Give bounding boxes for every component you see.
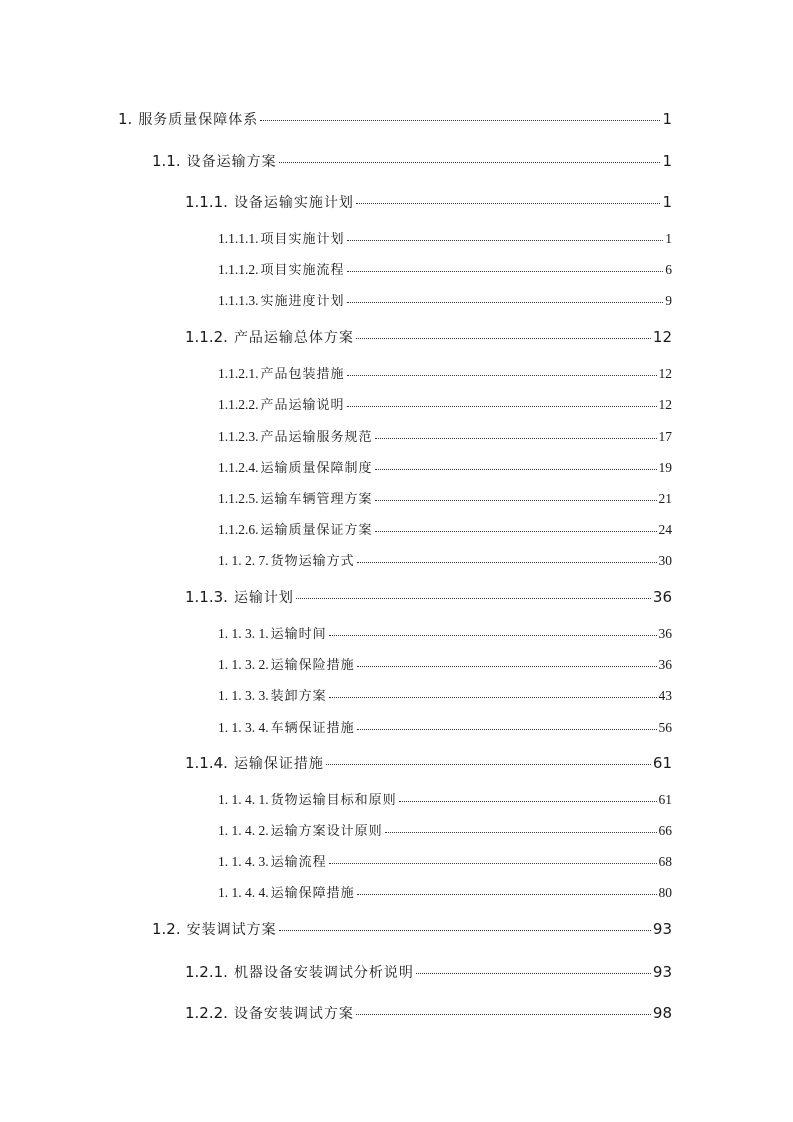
- toc-entry-title: 安装调试方案: [186, 922, 277, 938]
- toc-entry-number: 1.1.2.: [185, 328, 228, 346]
- toc-entry-page: 24: [658, 522, 672, 537]
- toc-leader-dots: [356, 188, 661, 204]
- toc-entry-page: 1: [662, 152, 672, 170]
- toc-entry[interactable]: [218, 851, 672, 870]
- toc-entry-number: 1. 1. 2. 7.: [218, 553, 269, 568]
- toc-entry-title: 运输保险措施: [270, 658, 355, 673]
- toc-entry-page: 80: [658, 885, 672, 900]
- toc-entry-page: 93: [652, 963, 672, 981]
- toc-entry[interactable]: [218, 228, 672, 247]
- toc-leader-dots: [347, 257, 664, 272]
- toc-leader-dots: [399, 787, 657, 802]
- toc-entry-page: 43: [658, 688, 672, 703]
- toc-entry-title: 运输计划: [233, 590, 294, 606]
- toc-entry[interactable]: [185, 191, 672, 212]
- toc-entry-number: 1.1.: [152, 152, 181, 170]
- toc-leader-dots: [329, 683, 657, 698]
- toc-entry-title: 实施进度计划: [260, 294, 345, 309]
- toc-entry-number: 1.1.2.2.: [218, 397, 259, 412]
- toc-entry-title: 项目实施计划: [260, 232, 345, 247]
- toc-entry[interactable]: [218, 290, 672, 309]
- toc-entry-title: 项目实施流程: [260, 263, 345, 278]
- toc-entry[interactable]: [118, 108, 672, 129]
- toc-leader-dots: [357, 548, 657, 563]
- toc-entry-page: 36: [658, 626, 672, 641]
- toc-entry[interactable]: [185, 1002, 672, 1023]
- toc-entry[interactable]: [218, 882, 672, 901]
- toc-entry[interactable]: [218, 519, 672, 538]
- toc-entry-number: 1. 1. 3. 3.: [218, 688, 269, 703]
- toc-entry-title: 设备运输实施计划: [233, 195, 354, 211]
- toc-entry-page: 66: [658, 823, 672, 838]
- toc-entry[interactable]: [218, 623, 672, 642]
- toc-entry-number: 1.2.2.: [185, 1004, 228, 1022]
- toc-entry-page: 19: [658, 460, 672, 475]
- toc-entry-page: 61: [658, 792, 672, 807]
- toc-leader-dots: [356, 999, 651, 1015]
- toc-entry[interactable]: [218, 488, 672, 507]
- toc-entry-number: 1. 1. 4. 1.: [218, 792, 269, 807]
- toc-entry-page: 17: [658, 429, 672, 444]
- toc-entry-number: 1.1.2.1.: [218, 366, 259, 381]
- toc-leader-dots: [296, 583, 651, 599]
- toc-entry-page: 61: [652, 754, 672, 772]
- toc-entry-title: 运输流程: [270, 855, 327, 870]
- toc-leader-dots: [357, 880, 657, 895]
- toc-entry-title: 设备运输方案: [186, 154, 277, 170]
- toc-leader-dots: [357, 715, 657, 730]
- toc-entry-page: 12: [652, 328, 672, 346]
- toc-entry-title: 运输车辆管理方案: [260, 492, 373, 507]
- toc-entry-title: 运输保障措施: [270, 886, 355, 901]
- toc-leader-dots: [375, 455, 657, 470]
- toc-leader-dots: [326, 749, 651, 765]
- toc-entry-number: 1.2.: [152, 920, 181, 938]
- toc-entry[interactable]: [218, 550, 672, 569]
- toc-entry-title: 产品运输总体方案: [233, 330, 354, 346]
- toc-entry-title: 服务质量保障体系: [138, 112, 259, 128]
- toc-entry-page: 36: [658, 657, 672, 672]
- toc-entry-number: 1.2.1.: [185, 963, 228, 981]
- toc-leader-dots: [347, 226, 664, 241]
- toc-leader-dots: [279, 147, 661, 163]
- toc-entry-number: 1.1.3.: [185, 588, 228, 606]
- toc-entry[interactable]: [218, 789, 672, 808]
- toc-leader-dots: [416, 958, 651, 974]
- toc-entry-page: 98: [652, 1004, 672, 1022]
- toc-entry-title: 产品运输服务规范: [260, 430, 373, 445]
- toc-entry-number: 1. 1. 3. 1.: [218, 626, 269, 641]
- toc-entry-page: 1: [662, 193, 672, 211]
- toc-leader-dots: [260, 105, 660, 121]
- toc-entry-number: 1.1.2.5.: [218, 491, 259, 506]
- toc-entry[interactable]: [218, 426, 672, 445]
- toc-leader-dots: [329, 849, 657, 864]
- toc-entry-title: 装卸方案: [270, 689, 327, 704]
- toc-entry-title: 货物运输方式: [270, 554, 355, 569]
- toc-entry-page: 56: [658, 720, 672, 735]
- toc-entry-page: 1: [665, 231, 672, 246]
- toc-entry-page: 12: [658, 397, 672, 412]
- toc-entry[interactable]: [218, 457, 672, 476]
- toc-entry-number: 1.: [118, 110, 133, 128]
- toc-entry-page: 6: [665, 262, 672, 277]
- toc-entry[interactable]: [218, 259, 672, 278]
- toc-entry[interactable]: [152, 918, 672, 939]
- toc-leader-dots: [375, 424, 657, 439]
- toc-entry-page: 93: [652, 920, 672, 938]
- toc-entry-number: 1. 1. 3. 2.: [218, 657, 269, 672]
- toc-entry[interactable]: [218, 363, 672, 382]
- toc-entry-title: 货物运输目标和原则: [270, 793, 397, 808]
- toc-entry-page: 12: [658, 366, 672, 381]
- toc-entry-title: 机器设备安装调试分析说明: [233, 965, 414, 981]
- toc-entry[interactable]: [185, 752, 672, 773]
- toc-entry-title: 运输质量保证方案: [260, 523, 373, 538]
- toc-entry-page: 9: [665, 293, 672, 308]
- toc-entry-number: 1. 1. 4. 2.: [218, 823, 269, 838]
- toc-entry-page: 30: [658, 553, 672, 568]
- toc-entry-number: 1.1.2.4.: [218, 460, 259, 475]
- toc-leader-dots: [356, 323, 651, 339]
- toc-entry-page: 1: [662, 110, 672, 128]
- toc-entry[interactable]: [218, 717, 672, 736]
- toc-entry-title: 产品运输说明: [260, 398, 345, 413]
- toc-entry[interactable]: [152, 150, 672, 171]
- toc-entry-title: 设备安装调试方案: [233, 1006, 354, 1022]
- toc-entry[interactable]: [218, 820, 672, 839]
- toc-leader-dots: [279, 915, 651, 931]
- toc-entry-number: 1.1.2.3.: [218, 429, 259, 444]
- toc-entry-title: 运输方案设计原则: [270, 824, 383, 839]
- toc-entry-number: 1.1.2.6.: [218, 522, 259, 537]
- toc-entry-number: 1. 1. 4. 3.: [218, 854, 269, 869]
- toc-entry-number: 1. 1. 3. 4.: [218, 720, 269, 735]
- toc-leader-dots: [375, 517, 657, 532]
- toc-entry-number: 1.1.1.2.: [218, 262, 259, 277]
- toc-entry-title: 产品包装措施: [260, 367, 345, 382]
- toc-entry-page: 36: [652, 588, 672, 606]
- toc-entry[interactable]: [218, 394, 672, 413]
- toc-leader-dots: [347, 392, 657, 407]
- toc-entry[interactable]: [185, 961, 672, 982]
- toc-entry-number: 1. 1. 4. 4.: [218, 885, 269, 900]
- toc-leader-dots: [385, 818, 657, 833]
- toc-entry-page: 21: [658, 491, 672, 506]
- toc-entry-page: 68: [658, 854, 672, 869]
- toc-leader-dots: [329, 621, 657, 636]
- toc-entry-title: 运输时间: [270, 627, 327, 642]
- toc-entry-title: 运输保证措施: [233, 756, 324, 772]
- toc-leader-dots: [347, 361, 657, 376]
- toc-leader-dots: [375, 486, 657, 501]
- toc-leader-dots: [347, 288, 664, 303]
- toc-entry-number: 1.1.1.1.: [218, 231, 259, 246]
- toc-entry-number: 1.1.4.: [185, 754, 228, 772]
- toc-entry-title: 运输质量保障制度: [260, 461, 373, 476]
- toc-leader-dots: [357, 652, 657, 667]
- toc-entry-title: 车辆保证措施: [270, 721, 355, 736]
- toc-entry[interactable]: [218, 654, 672, 673]
- toc-entry-number: 1.1.1.: [185, 193, 228, 211]
- toc-entry[interactable]: [185, 586, 672, 607]
- toc-entry-number: 1.1.1.3.: [218, 293, 259, 308]
- toc-entry[interactable]: [218, 685, 672, 704]
- toc-entry[interactable]: [185, 326, 672, 347]
